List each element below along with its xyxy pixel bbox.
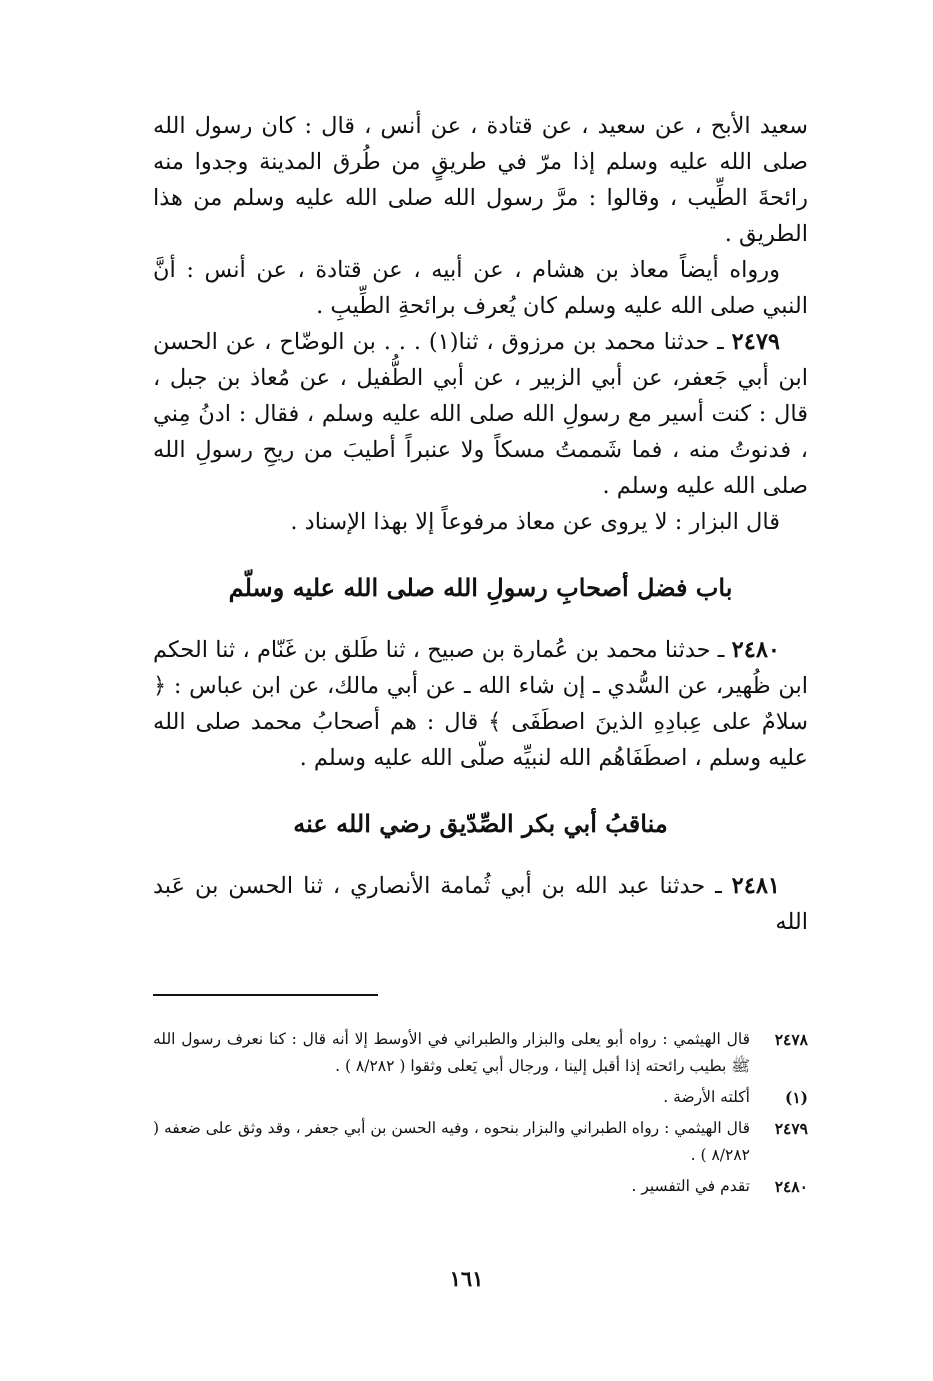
hadith-text: ـ حدثنا عبد الله بن أبي ثُمامة الأنصاري ، ثنا الحسن بن عَبد الله bbox=[153, 873, 808, 935]
footnote-item bbox=[153, 1084, 808, 1111]
footnote-number: ٢٤٧٨ bbox=[774, 1030, 808, 1049]
main-text bbox=[153, 108, 808, 940]
section-heading-abu-bakr: مناقبُ أبي بكر الصِّدّيق رضي الله عنه bbox=[293, 809, 668, 838]
hadith-2480 bbox=[153, 632, 808, 776]
footnote-separator bbox=[153, 994, 378, 996]
footnote-text: قال الهيثمي : رواه أبو يعلى والبزار والطبراني في الأوسط إلا أنه قال : كنا نعرف رسول الله ﷺ بطيب رائحته إذا أقبل إلينا ، ورجال أبي يَعلى وثقوا ( ٨/٢٨٢ ) . bbox=[153, 1030, 750, 1075]
paragraph-muadh-narration: ورواه أيضاً معاذ بن هشام ، عن أبيه ، عن قتادة ، عن أنس : أنَّ النبي صلى الله عليه وسلم كان يُعرف برائحةِ الطِّيبِ . bbox=[153, 257, 808, 319]
bazzar-note: قال البزار : لا يروى عن معاذ مرفوعاً إلا بهذا الإسناد . bbox=[290, 509, 780, 535]
footnote-number: ٢٤٨٠ bbox=[774, 1177, 808, 1196]
hadith-number: ٢٤٨٠ bbox=[731, 637, 780, 663]
footnote-text: قال الهيثمي : رواه الطبراني والبزار بنحوه ، وفيه الحسن بن أبي جعفر ، وقد وثق على ضعفه ( ٨/٢٨٢ ) . bbox=[153, 1119, 750, 1164]
hadith-number: ٢٤٧٩ bbox=[731, 329, 780, 355]
footnote-item bbox=[153, 1115, 808, 1169]
hadith-2481 bbox=[153, 868, 808, 940]
footnote-number: (١) bbox=[784, 1088, 808, 1107]
page-number: ١٦١ bbox=[449, 1266, 484, 1291]
footnote-item bbox=[153, 1026, 808, 1080]
hadith-2479 bbox=[153, 324, 808, 504]
footnote-item bbox=[153, 1173, 808, 1200]
footnote-text: أكلته الأرضة . bbox=[663, 1088, 750, 1106]
footnote-text: تقدم في التفسير . bbox=[631, 1177, 750, 1195]
hadith-text: ـ حدثنا محمد بن عُمارة بن صبيح ، ثنا طَلق بن غَنّام ، ثنا الحكم ابن ظُهير، عن السُّدي ـ إن شاء الله ـ عن أبي مالك، عن ابن عباس : ﴿ سلامٌ على عِبادِهِ الذينَ اصطَفَى ﴾ قال : هم أصحابُ محمد صلى الله عليه وسلم ، اصطَفَاهُم الله لنبيِّه صلّى الله عليه وسلم . bbox=[153, 637, 808, 771]
section-heading-companions: باب فضل أصحابِ رسولِ الله صلى الله عليه وسلّم bbox=[228, 573, 733, 602]
footnotes bbox=[153, 1026, 808, 1204]
paragraph-continuation: سعيد الأبح ، عن سعيد ، عن قتادة ، عن أنس ، قال : كان رسول الله صلى الله عليه وسلم إذا مرّ في طريقٍ من طُرق المدينة وجدوا منه رائحةَ الطِّيب ، وقالوا : مرَّ رسول الله صلى الله عليه وسلم من هذا الطريق . bbox=[153, 113, 808, 247]
hadith-text: ـ حدثنا محمد بن مرزوق ، ثنا(١) . . . بن الوضّاح ، عن الحسن ابن أبي جَعفر، عن أبي الزبير ، عن أبي الطُّفيل ، عن مُعاذ بن جبل ، قال : كنت أسير مع رسولِ الله صلى الله عليه وسلم ، فقال : ادنُ مِني ، فدنوتُ منه ، فما شَممتُ مسكاً ولا عنبراً أطيبَ من ريحِ رسولِ الله صلى الله عليه وسلم . bbox=[153, 329, 808, 499]
hadith-number: ٢٤٨١ bbox=[731, 873, 780, 899]
footnote-number: ٢٤٧٩ bbox=[774, 1119, 808, 1138]
